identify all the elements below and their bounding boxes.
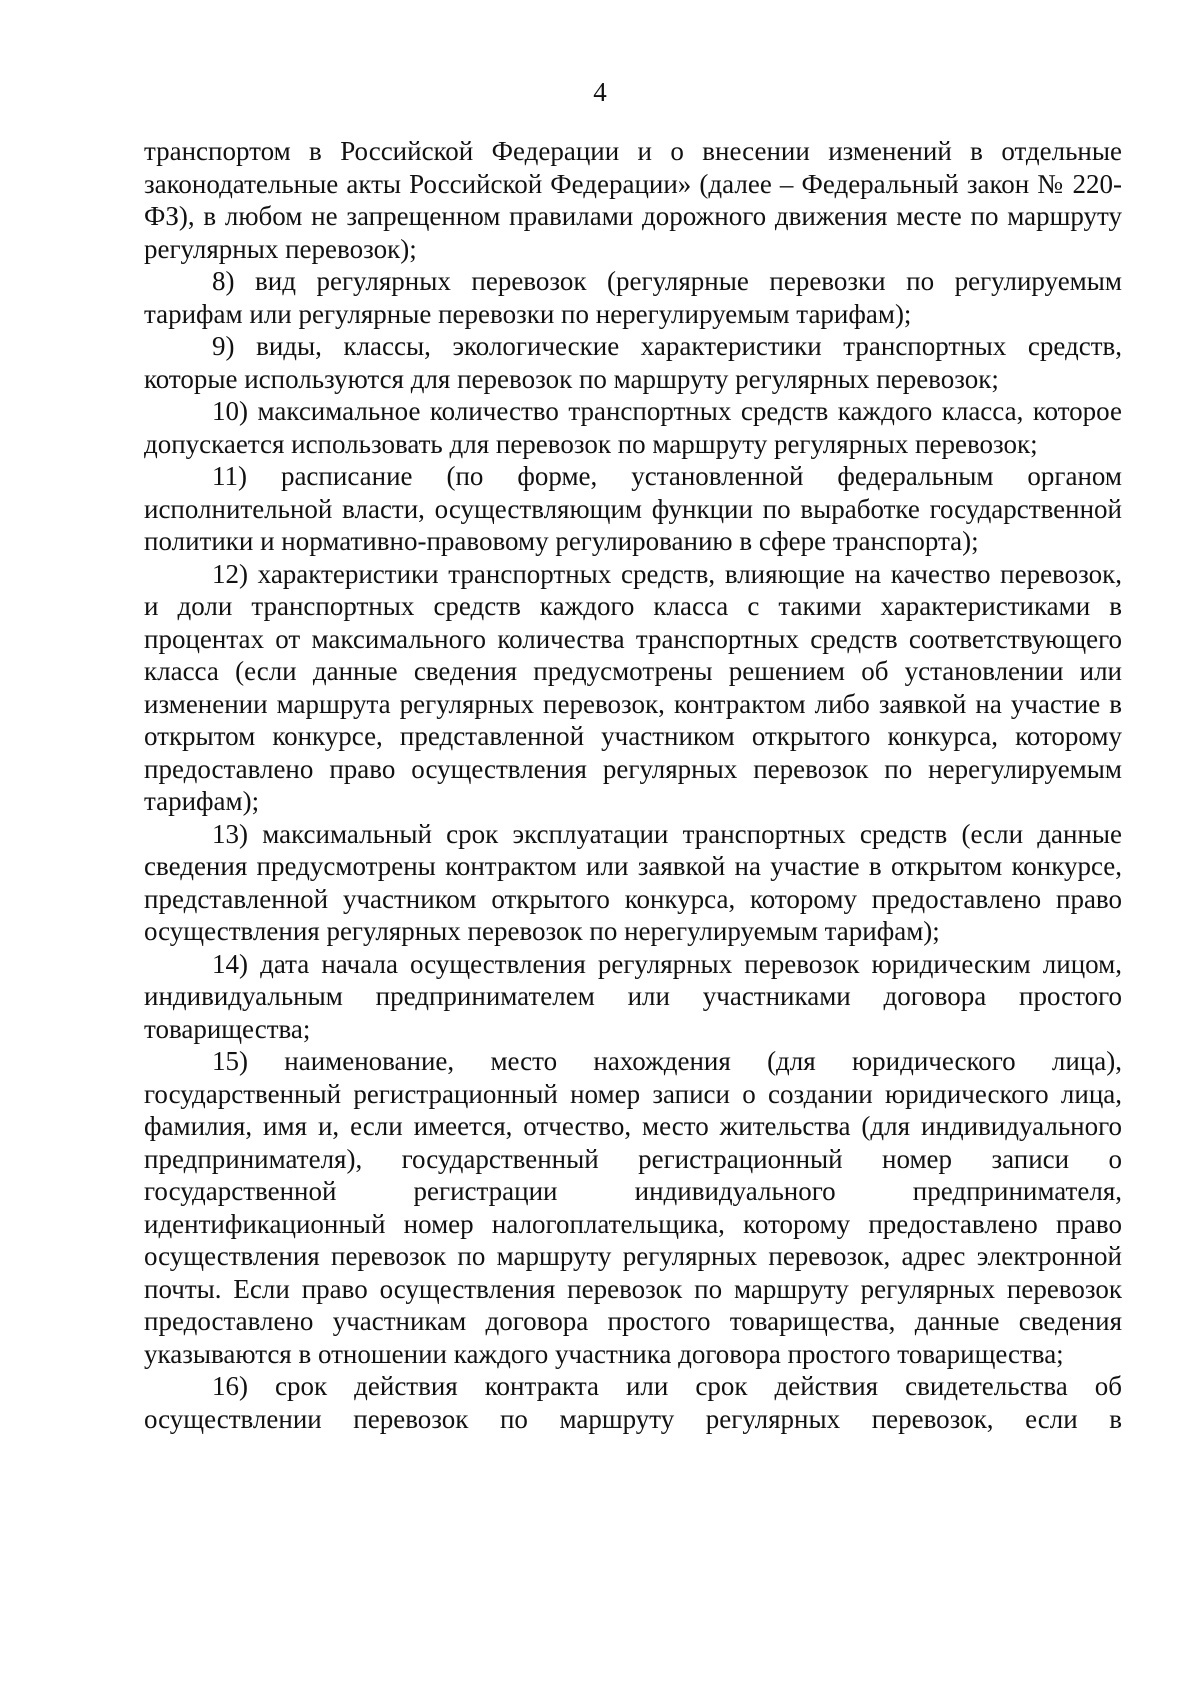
paragraph-item-12: 12) характеристики транспортных средств, влияющие на качество перевозок, и доли транспортных средств каждого класса с такими характеристиками в процентах от максимального количества транспортных средств соответствующего класса (если данные сведения предусмотрены решением об установлении или изменении маршрута регулярных перевозок, контрактом либо заявкой на участие в открытом конкурсе, представленной участником открытого конкурса, которому предоставлено право осуществления регулярных перевозок по нерегулируемым тарифам); — [144, 558, 1122, 816]
paragraph-item-13: 13) максимальный срок эксплуатации транспортных средств (если данные сведения предусмотрены контрактом или заявкой на участие в открытом конкурсе, представленной участником открытого конкурса, которому предоставлено право осуществления регулярных перевозок по нерегулируемым тарифам); — [144, 818, 1122, 946]
paragraph-item-9: 9) виды, классы, экологические характеристики транспортных средств, которые используются для перевозок по маршруту регулярных перевозок; — [144, 331, 1122, 394]
paragraph-item-14: 14) дата начала осуществления регулярных перевозок юридическим лицом, индивидуальным предпринимателем или участниками договора простого товарищества; — [144, 948, 1122, 1044]
paragraph-item-8: 8) вид регулярных перевозок (регулярные перевозки по регулируемым тарифам или регулярные перевозки по нерегулируемым тарифам); — [144, 266, 1122, 329]
paragraph-item-16: 16) срок действия контракта или срок действия свидетельства об осуществлении перевозок по маршруту регулярных перевозок, если в — [144, 1371, 1122, 1434]
document-body — [144, 135, 1122, 1435]
paragraph-continuation: транспортом в Российской Федерации и о внесении изменений в отдельные законодательные акты Российской Федерации» (далее – Федеральный закон № 220-ФЗ), в любом не запрещенном правилами дорожного движения месте по маршруту регулярных перевозок); — [144, 136, 1122, 264]
page-number: 4 — [593, 77, 607, 107]
paragraph-item-10: 10) максимальное количество транспортных средств каждого класса, которое допускается использовать для перевозок по маршруту регулярных перевозок; — [144, 396, 1122, 459]
paragraph-item-11: 11) расписание (по форме, установленной федеральным органом исполнительной власти, осуществляющим функции по выработке государственной политики и нормативно-правовому регулированию в сфере транспорта); — [144, 461, 1122, 556]
paragraph-item-15: 15) наименование, место нахождения (для юридического лица), государственный регистрационный номер записи о создании юридического лица, фамилия, имя и, если имеется, отчество, место жительства (для индивидуального предпринимателя), государственный регистрационный номер записи о государственной регистрации индивидуального предпринимателя, идентификационный номер налогоплательщика, которому предоставлено право осуществления перевозок по маршруту регулярных перевозок, адрес электронной почты. Если право осуществления перевозок по маршруту регулярных перевозок предоставлено участникам договора простого товарищества, данные сведения указываются в отношении каждого участника договора простого товарищества; — [144, 1046, 1122, 1369]
